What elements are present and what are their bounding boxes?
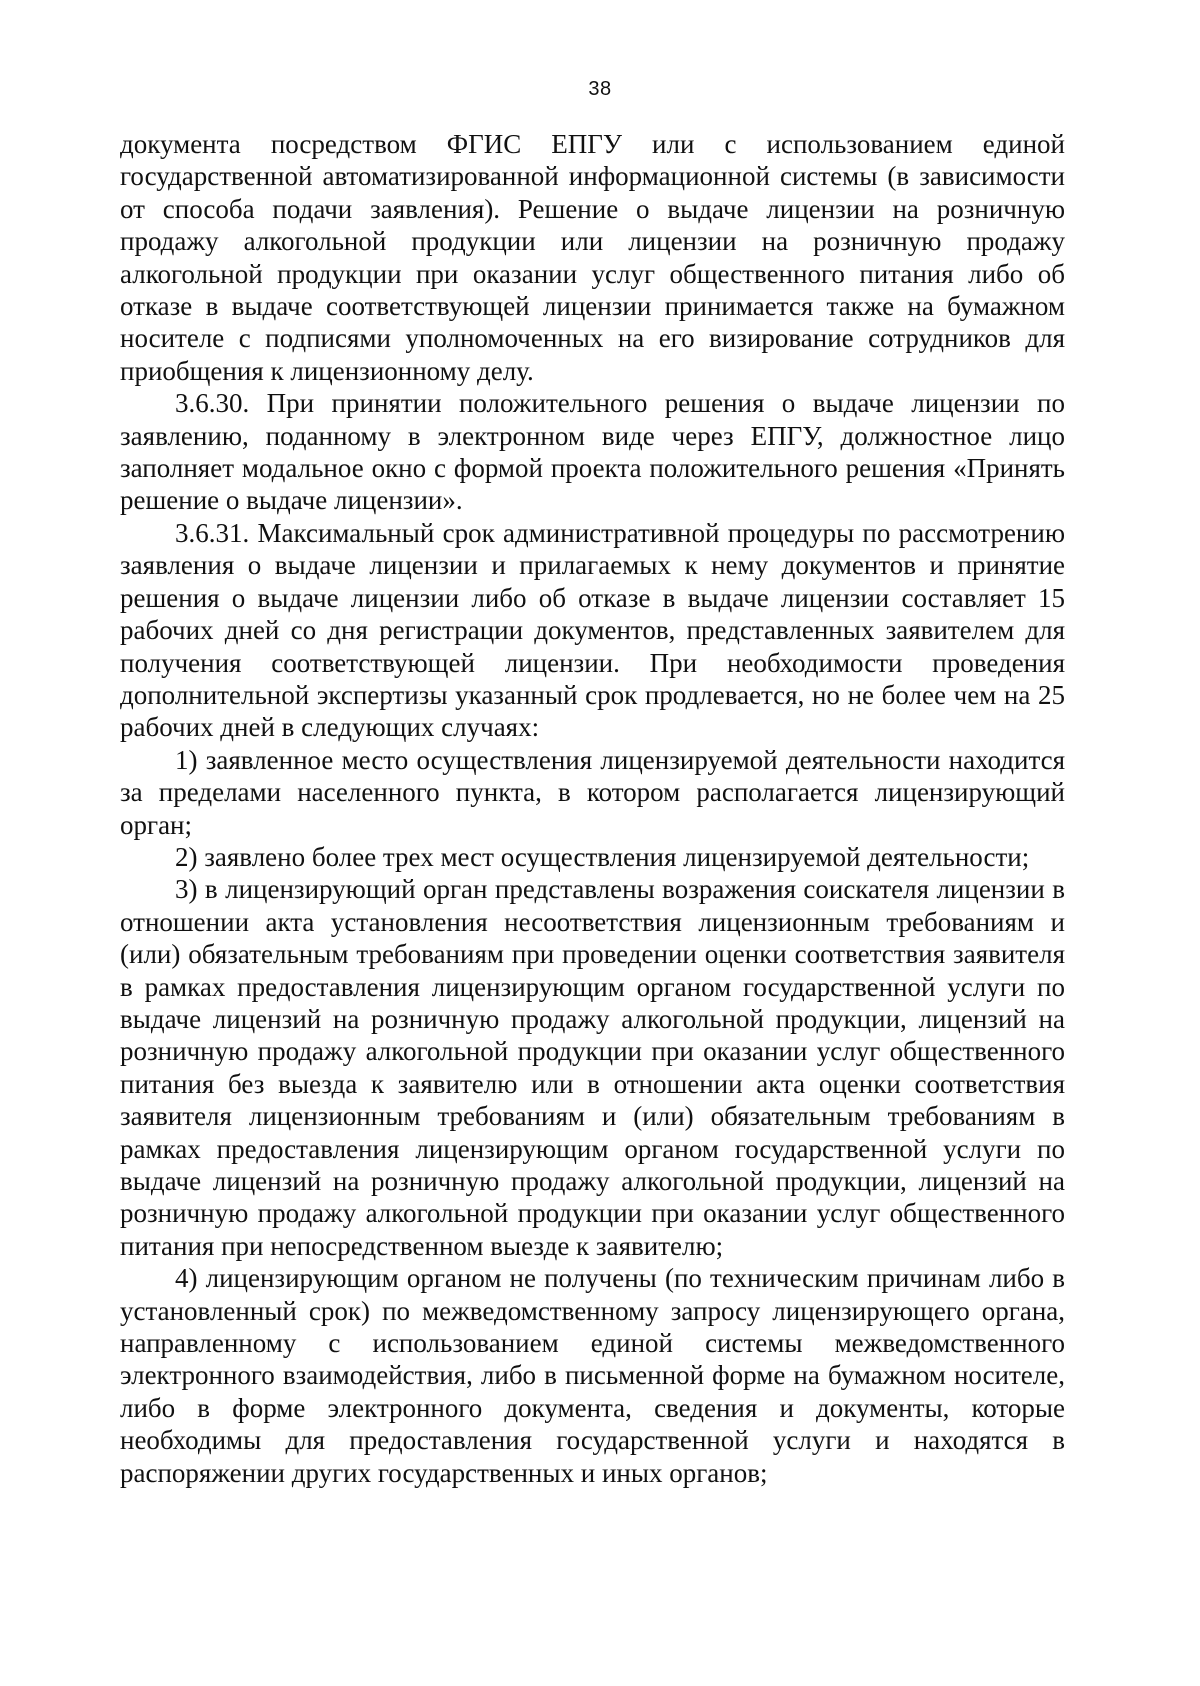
list-item-3: 3) в лицензирующий орган представлены возражения соискателя лицензии в отношении акта установления несоответствия лицензионным требованиям и (или) обязательным требованиям при проведении оценки соответствия заявителя в рамках предоставления лицензирующим органом государственной услуги по выдаче лицензий на розничную продажу алкогольной продукции, лицензий на розничную продажу алкогольной продукции при оказании услуг общественного питания без выезда к заявителю или в отношении акта оценки соответствия заявителя лицензионным требованиям и (или) обязательным требованиям в рамках предоставления лицензирующим органом государственной услуги по выдаче лицензий на розничную продажу алкогольной продукции, лицензий на розничную продажу алкогольной продукции при оказании услуг общественного питания при непосредственном выезде к заявителю; [120,874,1065,1261]
page-number: 38 [588,78,612,100]
list-item-4: 4) лицензирующим органом не получены (по техническим причинам либо в установленный срок) по межведомственному запросу лицензирующего органа, направленному с использованием единой системы межведомственного электронного взаимодействия, либо в письменной форме на бумажном носителе, либо в форме электронного документа, сведения и документы, которые необходимы для предоставления государственной услуги и находятся в распоряжении других государственных и иных органов; [120,1263,1065,1488]
list-item-2: 2) заявлено более трех мест осуществления лицензируемой деятельности; [175,841,1030,872]
document-body [120,128,1065,1489]
list-item-1: 1) заявленное место осуществления лицензируемой деятельности находится за пределами населенного пункта, в котором располагается лицензирующий орган; [120,744,1065,840]
paragraph-3-6-31: 3.6.31. Максимальный срок административной процедуры по рассмотрению заявления о выдаче лицензии и прилагаемых к нему документов и принятие решения о выдаче лицензии либо об отказе в выдаче лицензии составляет 15 рабочих дней со дня регистрации документов, представленных заявителем для получения соответствующей лицензии. При необходимости проведения дополнительной экспертизы указанный срок продлевается, но не более чем на 25 рабочих дней в следующих случаях: [120,517,1065,743]
paragraph-continuation: документа посредством ФГИС ЕПГУ или с использованием единой государственной автоматизированной информационной системы (в зависимости от способа подачи заявления). Решение о выдаче лицензии на розничную продажу алкогольной продукции или лицензии на розничную продажу алкогольной продукции при оказании услуг общественного питания либо об отказе в выдаче соответствующей лицензии принимается также на бумажном носителе с подписями уполномоченных на его визирование сотрудников для приобщения к лицензионному делу. [120,129,1065,386]
paragraph-3-6-30: 3.6.30. При принятии положительного решения о выдаче лицензии по заявлению, поданному в электронном виде через ЕПГУ, должностное лицо заполняет модальное окно с формой проекта положительного решения «Принять решение о выдаче лицензии». [120,388,1065,516]
